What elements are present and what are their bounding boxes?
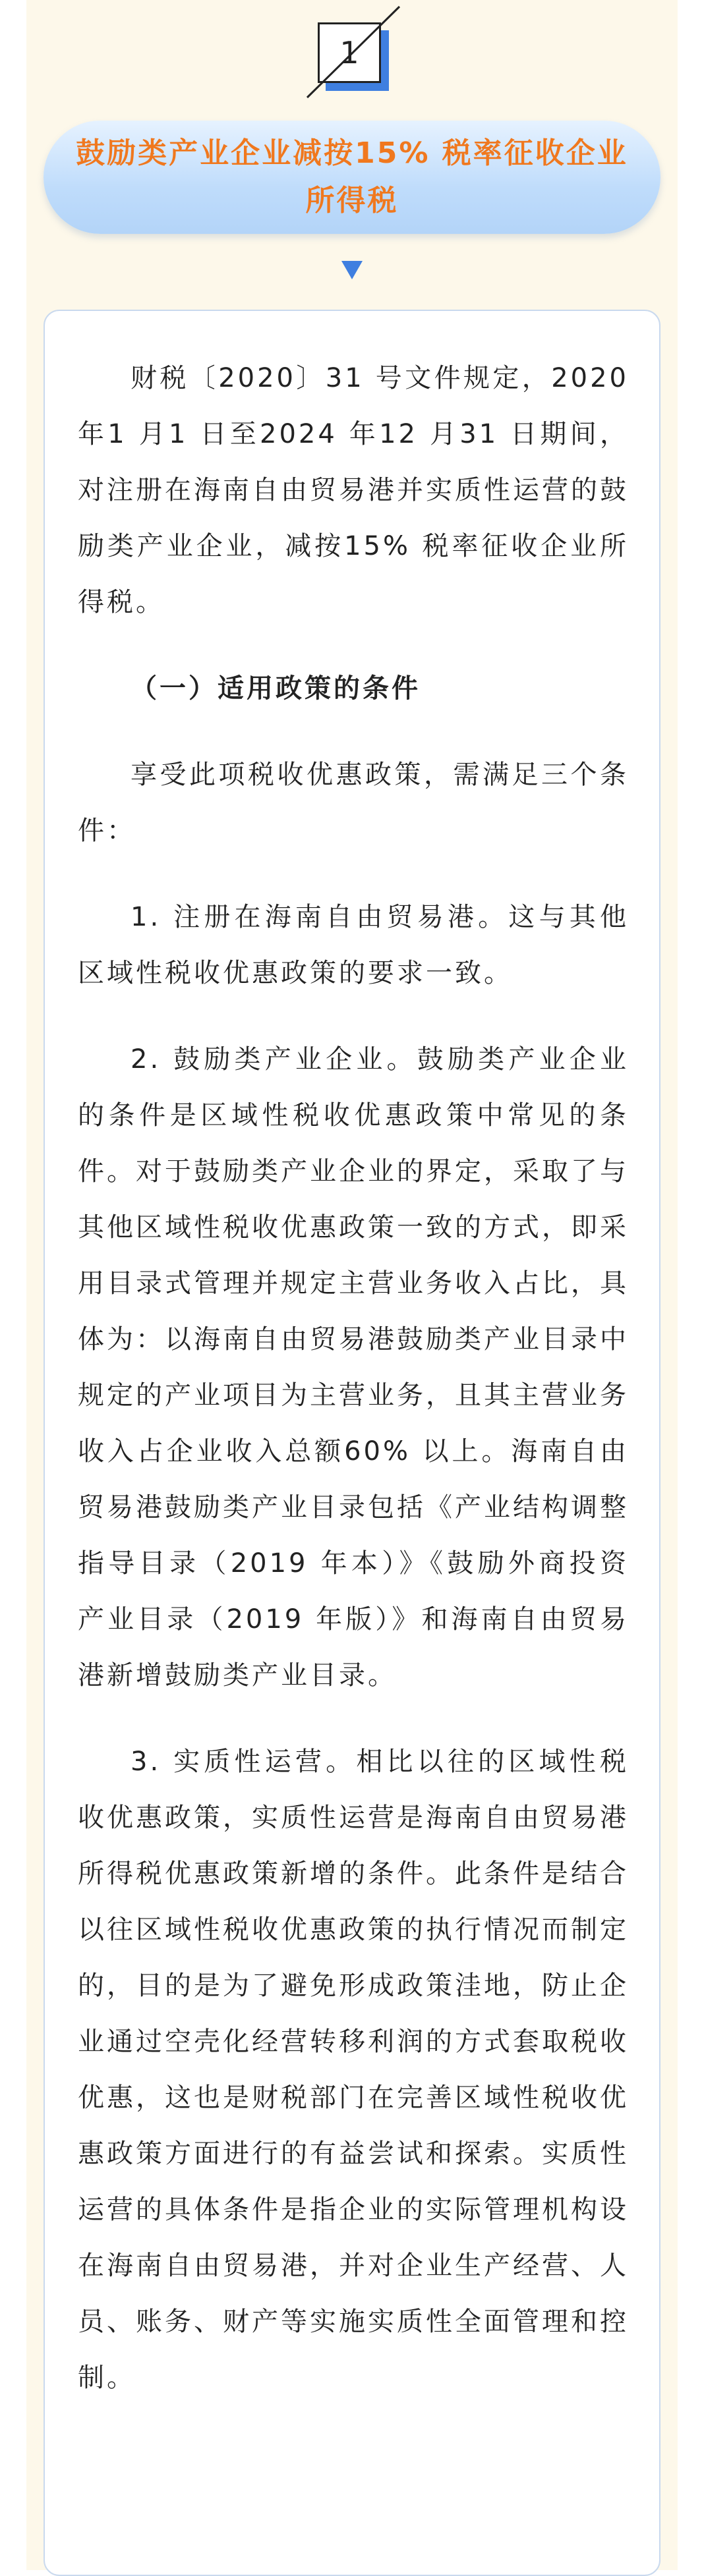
conditions-intro-paragraph: 享受此项税收优惠政策，需满足三个条件： [78, 760, 629, 846]
section-title: 鼓励类产业企业减按15% 税率征收企业所得税 [76, 136, 628, 217]
conditions-heading: （一）适用政策的条件 [131, 673, 421, 704]
intro-paragraph: 财税〔2020〕31 号文件规定，2020 年1 月1 日至2024 年12 月31 日期间，对注册在海南自由贸易港并实质性运营的鼓励类产业企业，减按15% 税率征收企业所得税。 [78, 363, 629, 617]
condition-1-paragraph: 1. 注册在海南自由贸易港。这与其他区域性税收优惠政策的要求一致。 [78, 902, 629, 988]
badge-slash-decoration [302, 5, 402, 104]
badge-number: 1 [318, 22, 381, 83]
down-triangle-icon [341, 261, 363, 279]
condition-3-paragraph: 3. 实质性运营。相比以往的区域性税收优惠政策，实质性运营是海南自由贸易港所得税优惠政策新增的条件。此条件是结合以往区域性税收优惠政策的执行情况而制定的，目的是为了避免形成政策洼地，防止企业通过空壳化经营转移利润的方式套取税收优惠，这也是财税部门在完善区域性税收优惠政策方面进行的有益尝试和探索。实质性运营的具体条件是指企业的实际管理机构设在海南自由贸易港，并对企业生产经营、人员、账务、财产等实施实质性全面管理和控制。 [78, 1747, 629, 2393]
condition-2-paragraph: 2. 鼓励类产业企业。鼓励类产业企业的条件是区域性税收优惠政策中常见的条件。对于鼓励类产业企业的界定，采取了与其他区域性税收优惠政策一致的方式，即采用目录式管理并规定主营业务收入占比，具体为：以海南自由贸易港鼓励类产业目录中规定的产业项目为主营业务，且其主营业务收入占企业收入总额60% 以上。海南自由贸易港鼓励类产业目录包括《产业结构调整指导目录（2019 年本）》《鼓励外商投资产业目录（2019 年版）》和海南自由贸易港新增鼓励类产业目录。 [78, 1044, 629, 1691]
section-number-badge [302, 5, 402, 104]
section-title-pill [44, 121, 660, 234]
content-body [78, 350, 629, 2436]
content-card [44, 310, 660, 2576]
